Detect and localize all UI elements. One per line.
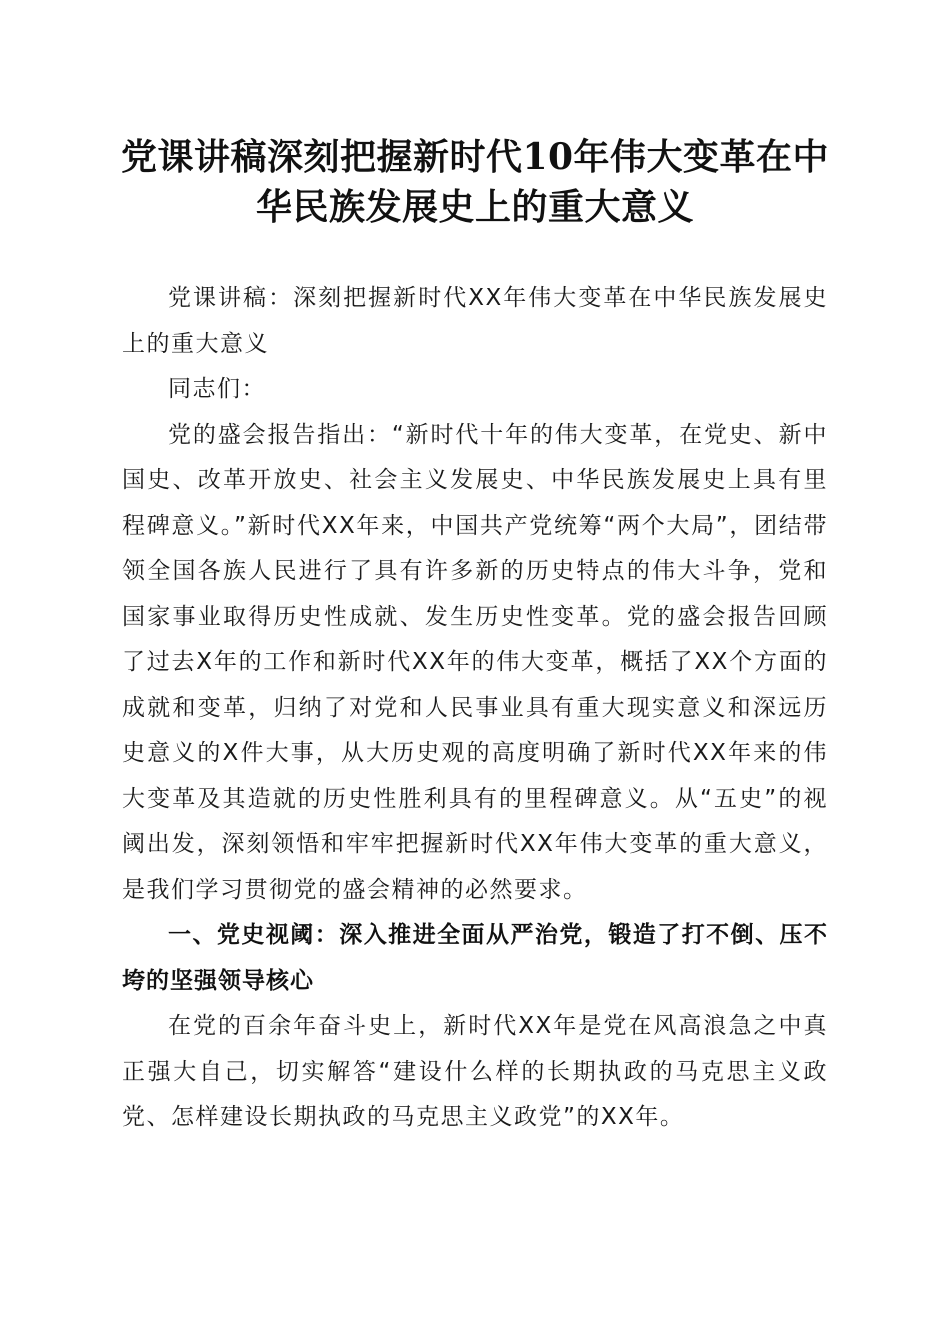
intro-paragraph: 党的盛会报告指出：“新时代十年的伟大变革，在党史、新中国史、改革开放史、社会主义发展史、中华民族发展史上具有里程碑意义。”新时代XX年来，中国共产党统筹“两个大局”，团结带领全国各族人民进行了具有许多新的历史特点的伟大斗争，党和国家事业取得历史性成就、发生历史性变革。党的盛会报告回顾了过去X年的工作和新时代XX年的伟大变革，概括了XX个方面的成就和变革，归纳了对党和人民事业具有重大现实意义和深远历史意义的X件大事，从大历史观的高度明确了新时代XX年来的伟大变革及其造就的历史性胜利具有的里程碑意义。从“五史”的视阈出发，深刻领悟和牢牢把握新时代XX年伟大变革的重大意义，是我们学习贯彻党的盛会精神的必然要求。 <box>122 421 828 903</box>
subtitle-paragraph: 党课讲稿：深刻把握新时代XX年伟大变革在中华民族发展史上的重大意义 <box>122 285 828 357</box>
title-line-2: 华民族发展史上的重大意义 <box>255 186 694 228</box>
title-line-1: 党课讲稿深刻把握新时代10年伟大变革在中 <box>120 136 830 178</box>
section-1-paragraph: 在党的百余年奋斗史上，新时代XX年是党在风高浪急之中真正强大自己，切实解答“建设什么样的长期执政的马克思主义政党、怎样建设长期执政的马克思主义政党”的XX年。 <box>122 1013 828 1130</box>
document-title <box>100 132 850 232</box>
salutation-paragraph: 同志们： <box>168 376 266 402</box>
section-heading-1: 一、党史视阈：深入推进全面从严治党，锻造了打不倒、压不垮的坚强领导核心 <box>122 922 828 994</box>
document-body <box>122 276 828 1141</box>
